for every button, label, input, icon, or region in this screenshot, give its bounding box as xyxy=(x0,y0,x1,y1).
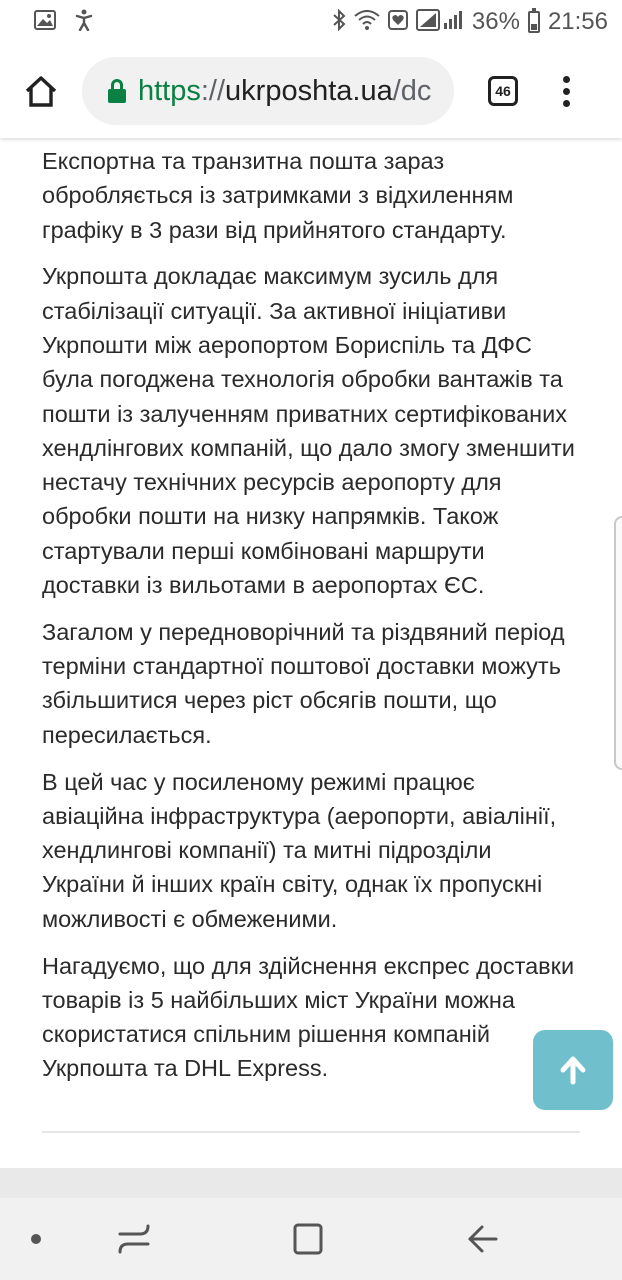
battery-percent: 36% xyxy=(471,8,520,35)
wifi-icon xyxy=(354,10,380,34)
signal-icon xyxy=(416,9,464,35)
clock: 21:56 xyxy=(547,8,608,35)
article-body xyxy=(0,138,622,1086)
lock-icon xyxy=(108,79,126,103)
url-separator: :// xyxy=(200,74,226,107)
status-bar xyxy=(0,0,622,44)
image-icon xyxy=(34,10,56,34)
tab-switcher-button[interactable]: 46 xyxy=(488,76,518,106)
recents-button[interactable] xyxy=(118,1220,150,1258)
system-nav-bar xyxy=(0,1198,622,1280)
bluetooth-icon xyxy=(332,9,346,35)
battery-icon xyxy=(528,11,540,33)
page-footer xyxy=(0,1168,622,1198)
scroll-handle[interactable] xyxy=(614,516,622,770)
url-host: ukrposhta.ua xyxy=(225,74,393,107)
divider xyxy=(42,1131,580,1133)
home-nav-button[interactable] xyxy=(292,1222,324,1256)
address-bar[interactable] xyxy=(82,57,454,125)
article-paragraph: Нагадуємо, що для здійснення експрес доставки товарів із 5 найбільших міст України можна скористатися спільним рішення компаній Укрпошта та DHL Express. xyxy=(42,952,575,1082)
url-text xyxy=(138,75,431,108)
battery-level xyxy=(531,24,537,30)
url-path: /dc xyxy=(392,74,432,107)
article-paragraph: Експортна та транзитна пошта зараз обробляється із затримками з відхиленням графіку в 3 рази від прийнятого стандарту. xyxy=(42,148,514,243)
url-scheme: https xyxy=(138,74,201,107)
article-paragraph: Укрпошта докладає максимум зусиль для стабілізації ситуації. За активної ініціативи Укрпошти між аеропортом Бориспіль та ДФС була погоджена технологія обробки вантажів та пошти із залученням приватних сертифікованих хендлінгових компаній, що дало змогу зменшити нестачу технічних ресурсів аеропорту для обробки пошти на низку напрямків. Також стартували перші комбіновані маршрути доставки із вильотами в аеропортах ЄС. xyxy=(42,263,575,599)
more-vert-icon xyxy=(563,76,570,83)
article-paragraph: Загалом у передноворічний та різдвяний період терміни стандартної поштової доставки можуть збільшитися через ріст обсягів пошти, що пересилається. xyxy=(42,618,565,748)
article-paragraph: В цей час у посиленому режимі працює авіаційна інфраструктура (аеропорти, авіалінії, хендлингові компанії) та митні підрозділи України й інших країн світу, однак їх пропускні можливості є обмеженими. xyxy=(42,768,557,932)
scroll-to-top-button[interactable] xyxy=(533,1030,613,1110)
back-button[interactable] xyxy=(466,1222,498,1256)
arrow-up-icon xyxy=(558,1055,588,1085)
heart-icon xyxy=(388,10,408,34)
assistant-dot-icon[interactable] xyxy=(31,1234,41,1244)
accessibility-icon xyxy=(74,9,94,35)
page-content xyxy=(0,138,622,1168)
home-icon xyxy=(24,75,58,107)
browser-toolbar xyxy=(0,44,622,138)
more-options-button[interactable] xyxy=(556,76,576,107)
home-button[interactable] xyxy=(0,44,82,138)
